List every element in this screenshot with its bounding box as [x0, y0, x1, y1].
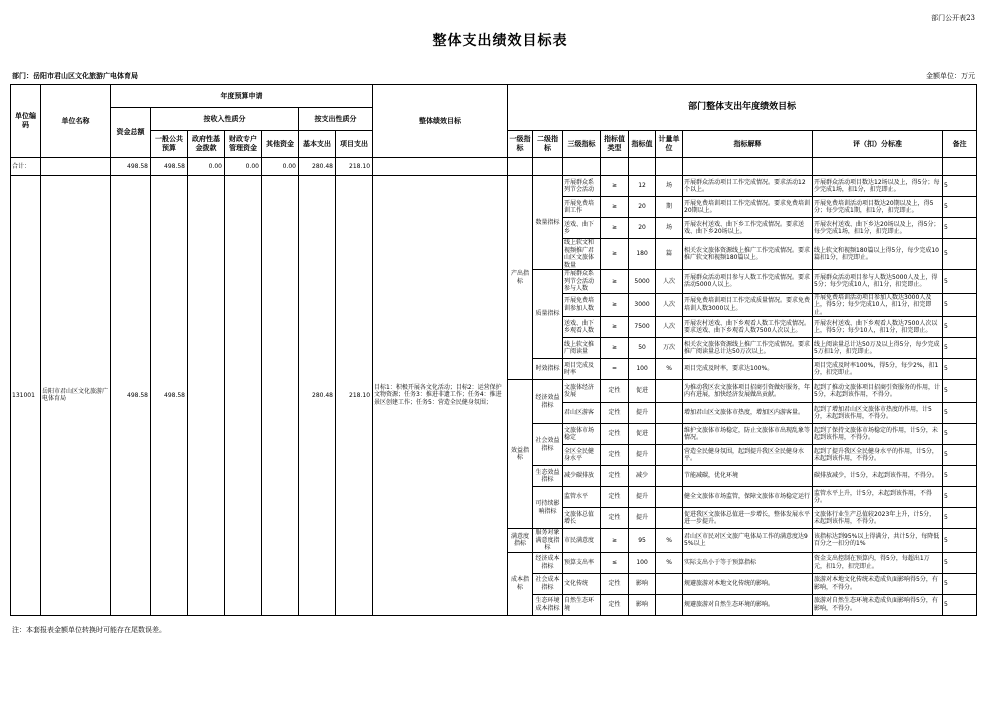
indicator-value: 提升 — [629, 487, 656, 508]
l2-indicator-econ_cost: 经济成本指标 — [533, 552, 563, 573]
value-type: ≤ — [601, 552, 629, 573]
remark: 5 — [943, 270, 977, 294]
l3-indicator: 项目完成及时率 — [563, 359, 601, 380]
measure-unit — [656, 508, 683, 529]
value-type: ≥ — [601, 338, 629, 359]
remark: 5 — [943, 594, 977, 615]
l3-indicator: 线上软文推广阅读量 — [563, 338, 601, 359]
header-total-funds: 资金总额 — [111, 108, 151, 158]
header-special-fund: 财政专户管理资金 — [225, 131, 262, 158]
indicator-value: 3000 — [629, 293, 656, 317]
indicator-explanation: 规避旅游对自然生态环境的影响。 — [683, 594, 813, 615]
value-type: ≥ — [601, 293, 629, 317]
indicator-value: 50 — [629, 338, 656, 359]
value-type: ≥ — [601, 176, 629, 197]
value-type: 定性 — [601, 487, 629, 508]
indicator-explanation: 相关农文旅体资源线上推广工作完成情况。要求推广软文和视频180篇以上。 — [683, 239, 813, 270]
value-type: 定性 — [601, 445, 629, 466]
l1-indicator-output: 产出指标 — [508, 176, 533, 380]
l2-indicator-sustainable: 可持续影响指标 — [533, 487, 563, 529]
measure-unit — [656, 380, 683, 403]
header-other-fund: 其他资金 — [262, 131, 299, 158]
measure-unit: 场 — [656, 218, 683, 239]
header-unit-code: 单位编码 — [11, 85, 41, 158]
indicator-value: 12 — [629, 176, 656, 197]
header-remark: 备注 — [943, 131, 977, 158]
page-title: 整体支出绩效目标表 — [432, 33, 568, 49]
indicator-explanation: 开展农村送戏、曲下乡工作完成情况。要求送戏、曲下乡20场以上。 — [683, 218, 813, 239]
unit-other-cell — [262, 176, 299, 616]
value-type: ≥ — [601, 218, 629, 239]
value-type: ≥ — [601, 317, 629, 338]
unit-code-cell: 131001 — [11, 176, 41, 616]
l3-indicator: 开展群众系列节会活动 — [563, 176, 601, 197]
l3-indicator: 文旅体经济发展 — [563, 380, 601, 403]
measure-unit: % — [656, 529, 683, 553]
indicator-value: 100 — [629, 359, 656, 380]
l3-indicator: 君山区游客 — [563, 403, 601, 424]
table-number-label: 部门公开表23 — [931, 14, 975, 22]
remark: 5 — [943, 197, 977, 218]
header-l3: 三级指标 — [563, 131, 601, 158]
indicator-value: 促进 — [629, 424, 656, 445]
l1-indicator-benefit: 效益指标 — [508, 380, 533, 529]
header-l1: 一级指标 — [508, 131, 533, 158]
scoring-standard: 线上阅读量总计达50万及以上得5分，每少完成5万扣1分，扣完即止。 — [813, 338, 943, 359]
remark: 5 — [943, 552, 977, 573]
indicator-explanation: 开展群众活动项目工作完成情况。要求活动12个以上。 — [683, 176, 813, 197]
value-type: ≥ — [601, 197, 629, 218]
value-type: 定性 — [601, 403, 629, 424]
total-gov-value: 0.00 — [188, 158, 225, 176]
remark: 5 — [943, 487, 977, 508]
indicator-value: 提升 — [629, 403, 656, 424]
l3-indicator: 送戏、曲下乡观看人数 — [563, 317, 601, 338]
remark: 5 — [943, 176, 977, 197]
header-general-budget: 一般公共预算 — [151, 131, 188, 158]
total-funds-value: 498.58 — [111, 158, 151, 176]
indicator-value: 提升 — [629, 445, 656, 466]
indicator-value: 180 — [629, 239, 656, 270]
l2-indicator-social_cost: 社会成本指标 — [533, 573, 563, 594]
indicator-value: 20 — [629, 197, 656, 218]
l1-indicator-cost: 成本指标 — [508, 552, 533, 615]
overall-goal-text: 目标1：积极开展各文化活动；目标2：运营保护文物资源；任务3：推进非遗工作；任务4：推进景区创建工作；任务5：营造全民健身氛围； — [373, 176, 508, 616]
header-project-exp: 项目支出 — [336, 131, 373, 158]
measure-unit: % — [656, 359, 683, 380]
l2-indicator-social: 社会效益指标 — [533, 424, 563, 466]
indicator-explanation: 营造全民健身氛围，起到提升我区全民健身水平。 — [683, 445, 813, 466]
l3-indicator: 开展免费培训工作 — [563, 197, 601, 218]
scoring-standard: 起到了推动文旅体项目招商引资服务的作用，计5分，未起到该作用，不得分。 — [813, 380, 943, 403]
l3-indicator: 线上软文和视频推广君山区文旅体数量 — [563, 239, 601, 270]
indicator-explanation: 开展免费培训项目工作完成情况。要求免费培训20期以上。 — [683, 197, 813, 218]
indicator-value: 影响 — [629, 594, 656, 615]
measure-unit — [656, 403, 683, 424]
indicator-explanation: 维护文旅体市场稳定，防止文旅体市出现乱象等情况。 — [683, 424, 813, 445]
scoring-standard: 开展免费培训活动项目参加人数达3000人及上，得5分；每少完成10人，扣1分，扣完即止。 — [813, 293, 943, 317]
scoring-standard: 项目完成及时率100%，得5分，每少2%，扣1分，扣完即止。 — [813, 359, 943, 380]
scoring-standard: 资金支出控制在预算内，得5分，每超出1万元，扣1分，扣完即止。 — [813, 552, 943, 573]
total-special-value: 0.00 — [225, 158, 262, 176]
l2-indicator-ecological: 生态效益指标 — [533, 466, 563, 487]
header-score: 评（扣）分标准 — [813, 131, 943, 158]
indicator-explanation: 增加君山区文旅体市热度，增加区内游客量。 — [683, 403, 813, 424]
value-type: 定性 — [601, 573, 629, 594]
header-annual-goal: 部门整体支出年度绩效目标 — [508, 85, 977, 131]
l3-indicator: 开展群众系列节会活动参与人数 — [563, 270, 601, 294]
unit-project-cell: 218.10 — [336, 176, 373, 616]
l3-indicator: 预算支出率 — [563, 552, 601, 573]
indicator-explanation: 促进我区文旅体总值进一步增长，整体发展水平进一步提升。 — [683, 508, 813, 529]
l2-indicator-quantity: 数量指标 — [533, 176, 563, 270]
header-l2: 二级指标 — [533, 131, 563, 158]
l2-indicator-quality: 质量指标 — [533, 270, 563, 359]
indicator-explanation: 君山区市民对区文旅广电体局工作的满意度达95%以上 — [683, 529, 813, 553]
table-row — [11, 176, 977, 197]
scoring-standard: 碳排放减少，计5分，未起到该作用，不得分。 — [813, 466, 943, 487]
l3-indicator: 文旅体市场稳定 — [563, 424, 601, 445]
scoring-standard: 起到了保持文旅体市场稳定的作用，计5分，未起到该作用，不得分。 — [813, 424, 943, 445]
indicator-value: 促进 — [629, 380, 656, 403]
header-annual-budget: 年度预算申请 — [111, 85, 373, 108]
measure-unit: 万次 — [656, 338, 683, 359]
header-by-source: 按收入性质分 — [151, 108, 299, 131]
performance-goal-table — [10, 84, 977, 616]
total-label: 合计： — [11, 158, 41, 176]
unit-basic-cell: 280.48 — [299, 176, 336, 616]
footnote: 注：本套报表金额单位转换时可能存在尾数误差。 — [12, 626, 166, 634]
indicator-value: 7500 — [629, 317, 656, 338]
indicator-value: 减少 — [629, 466, 656, 487]
header-basic-exp: 基本支出 — [299, 131, 336, 158]
scoring-standard: 开展群众活动项目参与人数达5000人及上，得5分；每少完成10人，扣1分，扣完即止。 — [813, 270, 943, 294]
measure-unit — [656, 594, 683, 615]
measure-unit: 人次 — [656, 293, 683, 317]
indicator-explanation: 项目完成及时率，要求达100%。 — [683, 359, 813, 380]
scoring-standard: 起到了增加君山区文旅体市热度的作用，计5分，未起到该作用，不得分。 — [813, 403, 943, 424]
l2-indicator-timeliness: 时效指标 — [533, 359, 563, 380]
scoring-standard: 监管水平上升，计5分，未起到该作用，不得分。 — [813, 487, 943, 508]
indicator-explanation: 为推动我区农文旅体项目招商引资做好服务，年内有进展，加快经济发展做出贡献。 — [683, 380, 813, 403]
l2-indicator-economic: 经济效益指标 — [533, 380, 563, 424]
scoring-standard: 开展农村送戏、曲下乡达20场以及上，得5分；每少完成1场，扣1分，扣完即止。 — [813, 218, 943, 239]
remark: 5 — [943, 317, 977, 338]
remark: 5 — [943, 218, 977, 239]
measure-unit — [656, 573, 683, 594]
header-overall-goal: 整体绩效目标 — [373, 85, 508, 158]
scoring-standard: 旅游对本地文化传统未造成负面影响得5分，有影响，不得分。 — [813, 573, 943, 594]
measure-unit — [656, 424, 683, 445]
measure-unit: 篇 — [656, 239, 683, 270]
value-type: ≥ — [601, 270, 629, 294]
remark: 5 — [943, 359, 977, 380]
indicator-value: 5000 — [629, 270, 656, 294]
header-unit-name: 单位名称 — [41, 85, 111, 158]
indicator-explanation: 开展免费培训项目工作完成质量情况。要求免费培训人数3000以上。 — [683, 293, 813, 317]
l3-indicator: 送戏、曲下乡 — [563, 218, 601, 239]
value-type: 定性 — [601, 466, 629, 487]
value-type: ≥ — [601, 529, 629, 553]
remark: 5 — [943, 445, 977, 466]
indicator-value: 95 — [629, 529, 656, 553]
total-other-value: 0.00 — [262, 158, 299, 176]
l3-indicator: 全区全民健身水平 — [563, 445, 601, 466]
scoring-standard: 文旅体行业生产总值较2023年上升，计5分，未起到该作用，不得分。 — [813, 508, 943, 529]
header-by-nature: 按支出性质分 — [299, 108, 373, 131]
measure-unit — [656, 487, 683, 508]
indicator-explanation: 规避旅游对本地文化传统的影响。 — [683, 573, 813, 594]
indicator-value: 提升 — [629, 508, 656, 529]
currency-unit-label: 金额单位：万元 — [926, 72, 975, 80]
scoring-standard: 开展农村送戏、曲下乡观看人数达7500人次以上，得5分；每少10人，扣1分，扣完即止。 — [813, 317, 943, 338]
scoring-standard: 线上软文和视频180篇以上得5分，每少完成10篇扣1分，扣完即止。 — [813, 239, 943, 270]
value-type: 定性 — [601, 380, 629, 403]
remark: 5 — [943, 573, 977, 594]
value-type: 定性 — [601, 594, 629, 615]
measure-unit — [656, 445, 683, 466]
total-project-value: 218.10 — [336, 158, 373, 176]
unit-name-cell: 岳阳市君山区文化旅游广电体育局 — [41, 176, 111, 616]
indicator-value: 100 — [629, 552, 656, 573]
indicator-explanation: 节能减碳，优化环境 — [683, 466, 813, 487]
unit-special-cell — [225, 176, 262, 616]
measure-unit: 人次 — [656, 317, 683, 338]
header-val-type: 指标值类型 — [601, 131, 629, 158]
total-row — [11, 158, 977, 176]
scoring-standard: 该指标达到95%以上得满分，共计5分，每降低百分之一扣分的1% — [813, 529, 943, 553]
remark: 5 — [943, 293, 977, 317]
indicator-explanation: 实际支出小于等于预算指标 — [683, 552, 813, 573]
department-label: 部门：岳阳市君山区文化旅游广电体育局 — [12, 72, 138, 80]
l3-indicator: 市民满意度 — [563, 529, 601, 553]
measure-unit: 场 — [656, 176, 683, 197]
measure-unit: 期 — [656, 197, 683, 218]
indicator-value: 20 — [629, 218, 656, 239]
remark: 5 — [943, 529, 977, 553]
l3-indicator: 自然生态环境 — [563, 594, 601, 615]
scoring-standard: 旅游对自然生态环境未造成负面影响得5分，有影响，不得分。 — [813, 594, 943, 615]
l3-indicator: 减少碳排放 — [563, 466, 601, 487]
measure-unit: % — [656, 552, 683, 573]
l2-indicator-eco_cost: 生态环境成本指标 — [533, 594, 563, 615]
total-general-value: 498.58 — [151, 158, 188, 176]
indicator-value: 影响 — [629, 573, 656, 594]
total-basic-value: 280.48 — [299, 158, 336, 176]
measure-unit — [656, 466, 683, 487]
indicator-explanation: 相关农文旅体资源线上推广工作完成情况。要求推广阅读量总计达50万次以上。 — [683, 338, 813, 359]
remark: 5 — [943, 508, 977, 529]
remark: 5 — [943, 239, 977, 270]
unit-total-cell: 498.58 — [111, 176, 151, 616]
measure-unit: 人次 — [656, 270, 683, 294]
value-type: 定性 — [601, 424, 629, 445]
value-type: 定性 — [601, 508, 629, 529]
remark: 5 — [943, 466, 977, 487]
header-explain: 指标解释 — [683, 131, 813, 158]
l2-indicator-service: 服务对象满意度指标 — [533, 529, 563, 553]
unit-gov-cell — [188, 176, 225, 616]
l3-indicator: 监管水平 — [563, 487, 601, 508]
l1-indicator-satisfaction: 满意度指标 — [508, 529, 533, 553]
remark: 5 — [943, 424, 977, 445]
header-val: 指标值 — [629, 131, 656, 158]
indicator-explanation: 健全文旅体市场监管，保障文旅体市场稳定运行 — [683, 487, 813, 508]
remark: 5 — [943, 338, 977, 359]
header-gov-fund: 政府性基金拨款 — [188, 131, 225, 158]
indicator-explanation: 开展农村送戏、曲下乡观看人数工作完成情况。要求送戏、曲下乡观看人数7500人次以上。 — [683, 317, 813, 338]
l3-indicator: 文化传统 — [563, 573, 601, 594]
indicator-explanation: 开展群众活动项目参与人数工作完成情况。要求活动5000人以上。 — [683, 270, 813, 294]
scoring-standard: 开展群众活动项目数达12场以及上，得5分；每少完成1场，扣1分，扣完即止。 — [813, 176, 943, 197]
remark: 5 — [943, 380, 977, 403]
l3-indicator: 文旅体总值增长 — [563, 508, 601, 529]
scoring-standard: 起到了提升我区全民健身水平的作用，计5分，未起到该作用，不得分。 — [813, 445, 943, 466]
scoring-standard: 开展免费培训活动项目数达20期以及上，得5分；每少完成1期，扣1分，扣完即止。 — [813, 197, 943, 218]
unit-general-cell: 498.58 — [151, 176, 188, 616]
value-type: ≥ — [601, 239, 629, 270]
value-type: = — [601, 359, 629, 380]
remark: 5 — [943, 403, 977, 424]
l3-indicator: 开展免费培训参加人数 — [563, 293, 601, 317]
header-measure: 计量单位 — [656, 131, 683, 158]
